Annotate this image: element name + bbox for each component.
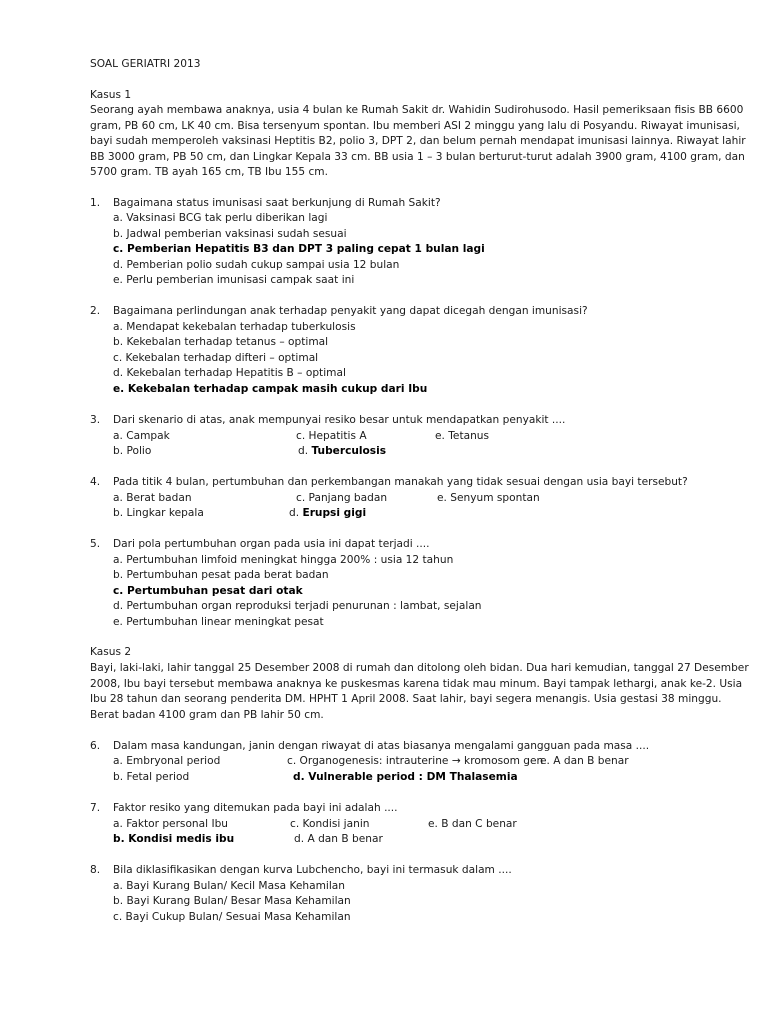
answer-option-correct: b. Kondisi medis ibu [113,833,235,845]
question-text: Bila diklasifikasikan dengan kurva Lubchencho, bayi ini termasuk dalam .... [113,864,512,876]
answer-option: a. Embryonal period [113,755,221,767]
answer-option: b. Bayi Kurang Bulan/ Besar Masa Kehamilan [113,895,351,907]
answer-option: d. A dan B benar [294,833,383,845]
answer-option: e. Pertumbuhan linear meningkat pesat [113,616,324,628]
answer-option: a. Bayi Kurang Bulan/ Kecil Masa Kehamilan [113,880,346,892]
case-2-paragraph-line: Ibu 28 tahun dan seorang penderita DM. HPHT 1 April 2008. Saat lahir, bayi segera menangis. Usia gestasi 38 minggu. [90,693,722,705]
answer-option: c. Hepatitis A [296,430,367,442]
document-title: SOAL GERIATRI 2013 [90,58,201,70]
question-number: 1. [90,197,101,209]
answer-option: c. Kondisi janin [290,818,370,830]
answer-option: e. Perlu pemberian imunisasi campak saat ini [113,274,355,286]
case-1-paragraph-line: Seorang ayah membawa anaknya, usia 4 bulan ke Rumah Sakit dr. Wahidin Sudirohusodo. Hasil pemeriksaan fisis BB 6600 [90,104,744,116]
question-number: 4. [90,476,101,488]
option-letter: d. [298,445,312,457]
question-number: 7. [90,802,101,814]
case-2-paragraph-line: Bayi, laki-laki, lahir tanggal 25 Desember 2008 di rumah dan ditolong oleh bidan. Dua hari kemudian, tanggal 27 Desember [90,662,749,674]
answer-option: d. Pemberian polio sudah cukup sampai usia 12 bulan [113,259,400,271]
question-text: Dari skenario di atas, anak mempunyai resiko besar untuk mendapatkan penyakit .... [113,414,566,426]
option-text-bold: Tuberculosis [311,445,387,457]
answer-option: a. Berat badan [113,492,192,504]
question-number: 3. [90,414,101,426]
answer-option: b. Polio [113,445,152,457]
answer-option: c. Bayi Cukup Bulan/ Sesuai Masa Kehamilan [113,911,351,923]
answer-option: a. Mendapat kekebalan terhadap tuberkulosis [113,321,356,333]
question-text: Pada titik 4 bulan, pertumbuhan dan perkembangan manakah yang tidak sesuai dengan usia bayi tersebut? [113,476,688,488]
answer-option: d. Kekebalan terhadap Hepatitis B – optimal [113,367,346,379]
case-2-paragraph-line: Berat badan 4100 gram dan PB lahir 50 cm. [90,709,324,721]
case-1-paragraph-line: BB 3000 gram, PB 50 cm, dan Lingkar Kepala 33 cm. BB usia 1 – 3 bulan berturut-turut adalah 3900 gram, 4100 gram, dan [90,151,745,163]
answer-option-correct: d. Vulnerable period : DM Thalasemia [293,771,518,783]
question-number: 6. [90,740,101,752]
question-number: 5. [90,538,101,550]
question-number: 8. [90,864,101,876]
question-text: Faktor resiko yang ditemukan pada bayi ini adalah .... [113,802,398,814]
answer-option: b. Kekebalan terhadap tetanus – optimal [113,336,329,348]
option-letter: d. [289,507,303,519]
answer-option: c. Organogenesis: intrauterine → kromosom gen [287,755,544,767]
answer-option: b. Jadwal pemberian vaksinasi sudah sesuai [113,228,347,240]
question-text: Dalam masa kandungan, janin dengan riwayat di atas biasanya mengalami gangguan pada masa .... [113,740,650,752]
question-number: 2. [90,305,101,317]
answer-option: e. A dan B benar [540,755,629,767]
answer-option: a. Pertumbuhan limfoid meningkat hingga 200% : usia 12 tahun [113,554,454,566]
answer-option: d. Pertumbuhan organ reproduksi terjadi penurunan : lambat, sejalan [113,600,482,612]
question-text: Bagaimana status imunisasi saat berkunjung di Rumah Sakit? [113,197,441,209]
answer-option-correct: c. Pemberian Hepatitis B3 dan DPT 3 paling cepat 1 bulan lagi [113,243,485,255]
case-1-paragraph-line: gram, PB 60 cm, LK 40 cm. Bisa tersenyum spontan. Ibu memberi ASI 2 minggu yang lalu di Posyandu. Riwayat imunisasi, [90,120,740,132]
answer-option: c. Panjang badan [296,492,388,504]
answer-option-correct [298,444,386,458]
answer-option: e. B dan C benar [428,818,517,830]
answer-option: b. Fetal period [113,771,190,783]
answer-option-correct: e. Kekebalan terhadap campak masih cukup dari Ibu [113,383,428,395]
answer-option: a. Vaksinasi BCG tak perlu diberikan lagi [113,212,328,224]
case-1-paragraph-line: 5700 gram. TB ayah 165 cm, TB Ibu 155 cm. [90,166,328,178]
answer-option: b. Lingkar kepala [113,507,204,519]
case-2-heading: Kasus 2 [90,646,132,658]
question-text: Bagaimana perlindungan anak terhadap penyakit yang dapat dicegah dengan imunisasi? [113,305,588,317]
question-text: Dari pola pertumbuhan organ pada usia ini dapat terjadi .... [113,538,430,550]
case-1-paragraph-line: bayi sudah memperoleh vaksinasi Heptitis B2, polio 3, DPT 2, dan belum pernah mendapat imunisasi lainnya. Riwayat lahir [90,135,746,147]
answer-option: e. Tetanus [435,430,490,442]
answer-option-correct [289,506,366,520]
case-2-paragraph-line: 2008, Ibu bayi tersebut membawa anaknya ke puskesmas karena tidak mau minum. Bayi tampak lethargi, anak ke-2. Usia [90,678,743,690]
answer-option: b. Pertumbuhan pesat pada berat badan [113,569,329,581]
answer-option: a. Campak [113,430,170,442]
answer-option-correct: c. Pertumbuhan pesat dari otak [113,585,303,597]
answer-option: a. Faktor personal Ibu [113,818,229,830]
case-1-heading: Kasus 1 [90,89,132,101]
answer-option: e. Senyum spontan [437,492,540,504]
option-text-bold: Erupsi gigi [302,507,367,519]
answer-option: c. Kekebalan terhadap difteri – optimal [113,352,319,364]
